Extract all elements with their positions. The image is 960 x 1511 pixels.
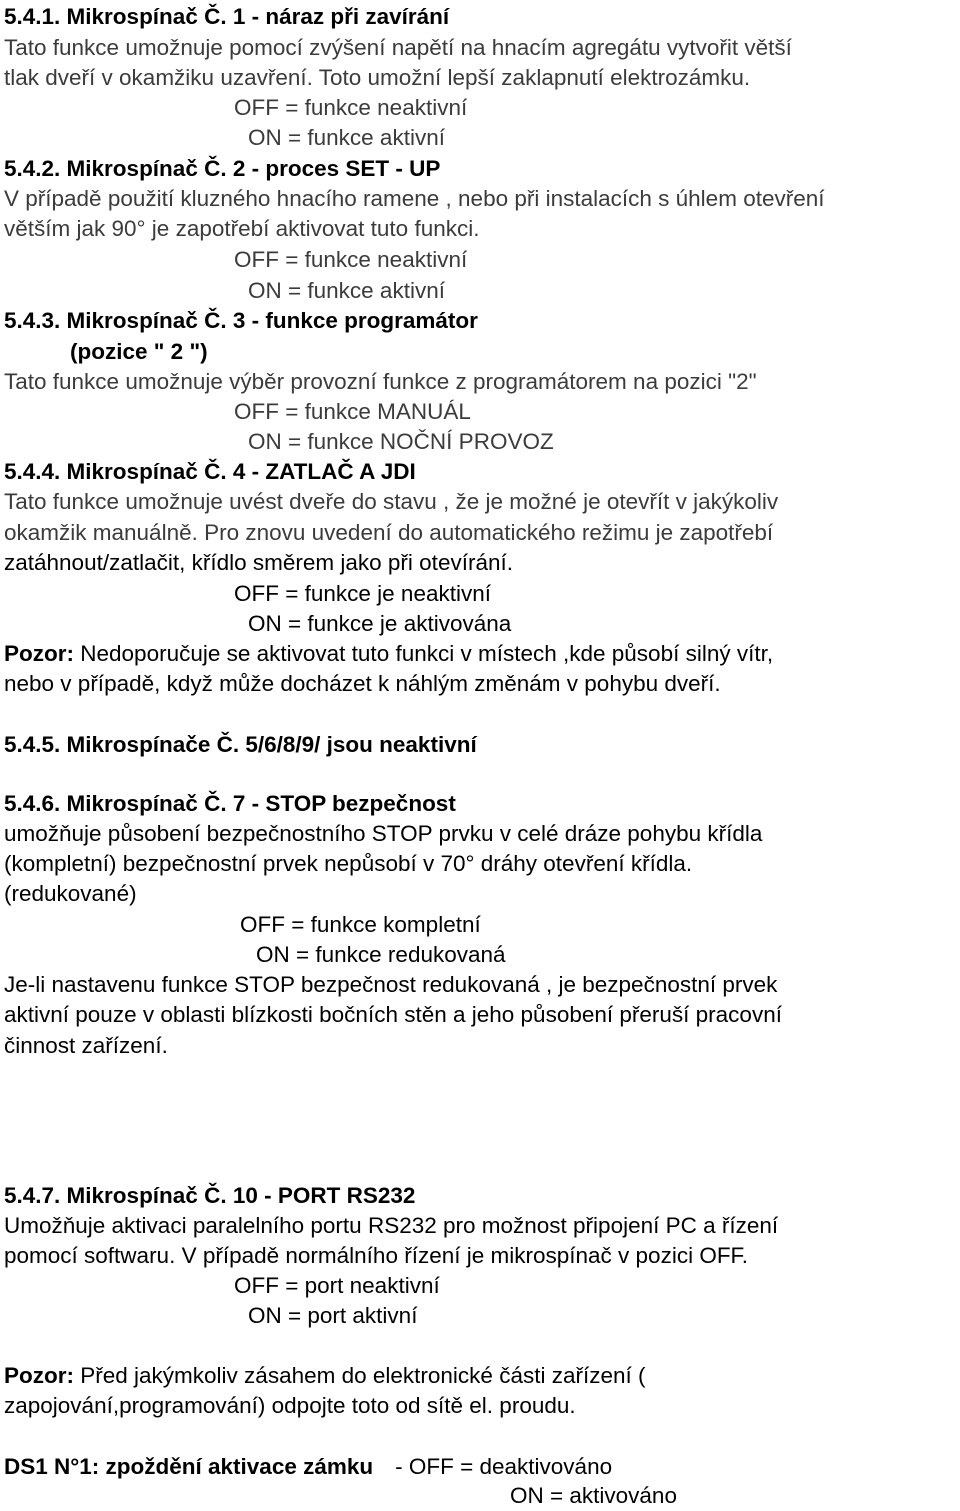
warning-text: Před jakýmkoliv zásahem do elektronické části zařízení ( [80,1363,646,1388]
warning-text: Nedoporučuje se aktivovat tuto funkci v místech ,kde působí silný vítr, [80,641,774,666]
paragraph-line: činnost zařízení. [4,1033,168,1058]
paragraph-line: (redukované) [4,881,137,906]
paragraph-line: okamžik manuálně. Pro znovu uvedení do automatického režimu je zapotřebí [4,520,774,545]
option-on: ON = port aktivní [248,1303,418,1328]
option-on: ON = funkce redukovaná [256,942,506,967]
paragraph-line: tlak dveří v okamžiku uzavření. Toto umožní lepší zaklapnutí elektrozámku. [4,65,751,90]
paragraph-line: aktivní pouze v oblasti blízkosti bočních stěn a jeho působení přeruší pracovní [4,1002,782,1027]
option-off: OFF = funkce je neaktivní [234,581,491,606]
option-off: OFF = funkce MANUÁL [234,399,471,424]
ds1-on: ON = aktivováno [510,1483,677,1508]
warning-line: nebo v případě, když může docházet k náhlým změnám v pohybu dveří. [4,671,721,696]
paragraph-line: V případě použití kluzného hnacího ramene , nebo při instalacích s úhlem otevření [4,186,825,211]
paragraph-line: Je-li nastavenu funkce STOP bezpečnost redukovaná , je bezpečnostní prvek [4,972,778,997]
option-on: ON = funkce aktivní [248,125,445,150]
option-on: ON = funkce je aktivována [248,611,512,636]
subheading-position: (pozice " 2 ") [70,339,208,364]
heading-5-4-5: 5.4.5. Mikrospínače Č. 5/6/8/9/ jsou neaktivní [4,732,477,757]
paragraph-line: Tato funkce umožnuje výběr provozní funkce z programátorem na pozici "2" [4,369,757,394]
heading-5-4-2: 5.4.2. Mikrospínač Č. 2 - proces SET - UP [4,156,441,181]
option-off: OFF = funkce kompletní [240,912,481,937]
paragraph-line: umožňuje působení bezpečnostního STOP prvku v celé dráze pohybu křídla [4,821,763,846]
warning-line: zapojování,programování) odpojte toto od sítě el. proudu. [4,1393,576,1418]
heading-5-4-6: 5.4.6. Mikrospínač Č. 7 - STOP bezpečnost [4,791,456,816]
paragraph-line: Tato funkce umožnuje uvést dveře do stavu , že je možné je otevřít v jakýkoliv [4,489,779,514]
heading-5-4-3: 5.4.3. Mikrospínač Č. 3 - funkce programátor [4,308,478,333]
ds1-off: - OFF = deaktivováno [395,1454,613,1479]
option-off: OFF = port neaktivní [234,1273,440,1298]
paragraph-line: Tato funkce umožnuje pomocí zvýšení napětí na hnacím agregátu vytvořit větší [4,35,792,60]
ds1-heading: DS1 N°1: zpoždění aktivace zámku [4,1454,374,1479]
warning-label: Pozor: [4,641,74,666]
paragraph-line: (kompletní) bezpečnostní prvek nepůsobí v 70° dráhy otevření křídla. [4,851,693,876]
paragraph-line: pomocí softwaru. V případě normálního řízení je mikrospínač v pozici OFF. [4,1243,749,1268]
paragraph-line: zatáhnout/zatlačit, křídlo směrem jako při otevírání. [4,550,513,575]
paragraph-line: Umožňuje aktivaci paralelního portu RS232 pro možnost připojení PC a řízení [4,1213,779,1238]
paragraph-line: větším jak 90° je zapotřebí aktivovat tuto funkci. [4,216,480,241]
warning-line [4,639,773,669]
option-off: OFF = funkce neaktivní [234,95,468,120]
option-off: OFF = funkce neaktivní [234,247,468,272]
heading-5-4-1: 5.4.1. Mikrospínač Č. 1 - náraz při zavírání [4,4,450,29]
heading-5-4-4: 5.4.4. Mikrospínač Č. 4 - ZATLAČ A JDI [4,459,416,484]
option-on: ON = funkce aktivní [248,278,445,303]
option-on: ON = funkce NOČNÍ PROVOZ [248,429,554,454]
warning-label: Pozor: [4,1363,74,1388]
ds1-line [4,1452,612,1482]
heading-5-4-7: 5.4.7. Mikrospínač Č. 10 - PORT RS232 [4,1183,416,1208]
warning-line [4,1361,646,1391]
